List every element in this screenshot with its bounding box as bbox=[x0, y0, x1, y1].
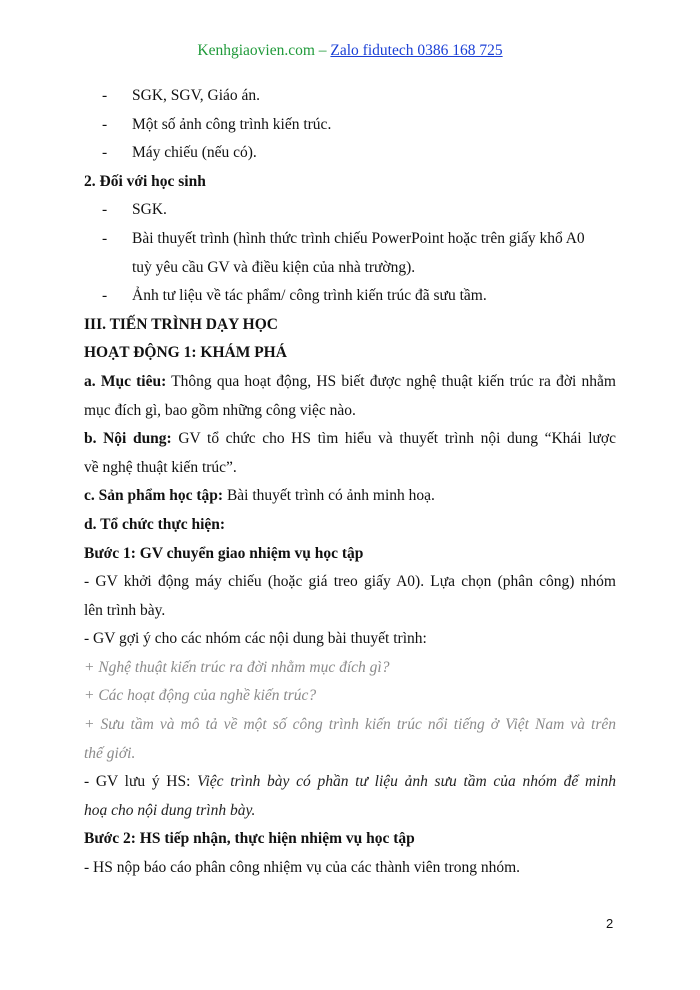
page-header bbox=[0, 42, 700, 60]
step1-paragraph: - GV khởi động máy chiếu (hoặc giá treo giấy A0). Lựa chọn (phân công) nhóm bbox=[84, 573, 616, 591]
question-item-cont: thế giới. bbox=[84, 744, 136, 762]
goal-paragraph-cont: mục đích gì, bao gồm những công việc nào. bbox=[84, 401, 356, 419]
goal-label: a. Mục tiêu: bbox=[84, 372, 167, 390]
product-paragraph: c. Sản phẩm học tập: Bài thuyết trình có ảnh minh hoạ. bbox=[84, 487, 435, 505]
step1-title: Bước 1: GV chuyển giao nhiệm vụ học tập bbox=[84, 544, 364, 562]
goal-paragraph: a. Mục tiêu: Thông qua hoạt động, HS biết được nghệ thuật kiến trúc ra đời nhằm bbox=[84, 372, 616, 390]
activity-title: HOẠT ĐỘNG 1: KHÁM PHÁ bbox=[84, 344, 287, 362]
student-item: - SGK. bbox=[102, 201, 167, 219]
student-item: - Ảnh tư liệu về tác phẩm/ công trình kiến trúc đã sưu tầm. bbox=[102, 287, 487, 305]
student-heading: 2. Đối với học sinh bbox=[84, 172, 206, 190]
step1-note: - GV lưu ý HS: Việc trình bày có phần tư liệu ảnh sưu tầm của nhóm để minh bbox=[84, 773, 616, 791]
organization-heading: d. Tổ chức thực hiện: bbox=[84, 515, 226, 533]
question-item: + Nghệ thuật kiến trúc ra đời nhằm mục đích gì? bbox=[84, 658, 390, 676]
header-zalo-link[interactable]: Zalo fidutech 0386 168 725 bbox=[330, 42, 503, 59]
step2-title: Bước 2: HS tiếp nhận, thực hiện nhiệm vụ học tập bbox=[84, 830, 415, 848]
question-item: + Sưu tầm và mô tả về một số công trình kiến trúc nổi tiếng ở Việt Nam và trên bbox=[84, 716, 616, 734]
step2-paragraph: - HS nộp báo cáo phân công nhiệm vụ của các thành viên trong nhóm. bbox=[84, 859, 521, 877]
section-title: III. TIẾN TRÌNH DẠY HỌC bbox=[84, 315, 278, 333]
question-item: + Các hoạt động của nghề kiến trúc? bbox=[84, 687, 317, 705]
step1-paragraph-cont: lên trình bày. bbox=[84, 601, 166, 619]
teacher-item: - SGK, SGV, Giáo án. bbox=[102, 87, 261, 104]
note-label: - GV lưu ý HS: bbox=[84, 773, 198, 791]
teacher-item: - Máy chiếu (nếu có). bbox=[102, 144, 257, 162]
page-number: 2 bbox=[606, 916, 614, 931]
step1-hint: - GV gợi ý cho các nhóm các nội dung bài thuyết trình: bbox=[84, 630, 427, 648]
content-label: b. Nội dung: bbox=[84, 430, 172, 448]
product-label: c. Sản phẩm học tập: bbox=[84, 487, 224, 505]
student-item-continued: tuỳ yêu cầu GV và điều kiện của nhà trường). bbox=[132, 258, 416, 276]
content-paragraph: b. Nội dung: GV tổ chức cho HS tìm hiểu và thuyết trình nội dung “Khái lược bbox=[84, 430, 616, 448]
step1-note-cont: hoạ cho nội dung trình bày. bbox=[84, 801, 256, 819]
teacher-item: - Một số ảnh công trình kiến trúc. bbox=[102, 115, 332, 133]
document-body bbox=[84, 82, 616, 883]
content-paragraph-cont: về nghệ thuật kiến trúc”. bbox=[84, 458, 237, 476]
header-site[interactable]: Kenhgiaovien.com bbox=[197, 42, 315, 59]
student-item: - Bài thuyết trình (hình thức trình chiếu PowerPoint hoặc trên giấy khổ A0 bbox=[102, 229, 585, 247]
header-separator: – bbox=[314, 42, 331, 59]
